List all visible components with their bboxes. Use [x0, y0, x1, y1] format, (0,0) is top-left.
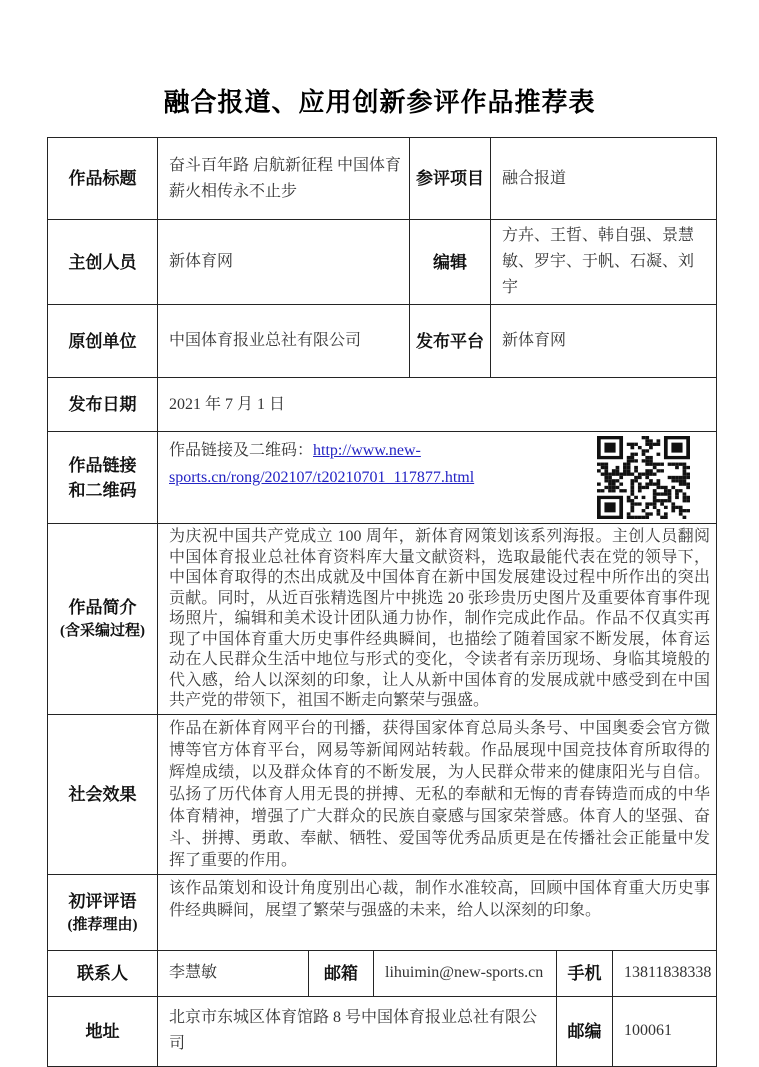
value-postcode: 100061: [613, 996, 717, 1066]
label-mobile: 手机: [557, 950, 613, 996]
page-title: 融合报道、应用创新参评作品推荐表: [163, 87, 596, 117]
label-address: 地址: [48, 996, 158, 1066]
value-email: lihuimin@new-sports.cn: [374, 950, 557, 996]
label-original-unit: 原创单位: [48, 305, 158, 378]
value-link-qr: [158, 432, 717, 524]
value-creators: 新体育网: [158, 220, 410, 305]
table-row: [48, 220, 717, 305]
label-publish-platform: 发布平台: [410, 305, 491, 378]
label-entry-category: 参评项目: [410, 138, 491, 220]
label-work-title: 作品标题: [48, 138, 158, 220]
label-review: [48, 874, 158, 950]
recommendation-form-table: [47, 137, 717, 1067]
table-row: [48, 378, 717, 432]
table-row: [48, 996, 717, 1066]
value-address: 北京市东城区体育馆路 8 号中国体育报业总社有限公司: [158, 996, 557, 1066]
label-review-sub: (推荐理由): [67, 916, 138, 933]
table-row: [48, 874, 717, 950]
value-entry-category: 融合报道: [491, 138, 717, 220]
label-contact: 联系人: [48, 950, 158, 996]
label-publish-date: 发布日期: [48, 378, 158, 432]
label-editors: 编辑: [410, 220, 491, 305]
link-text-block: [169, 435, 594, 491]
table-row: [48, 950, 717, 996]
label-summary-main: 作品简介: [68, 598, 137, 618]
link-prefix: 作品链接及二维码：: [169, 442, 314, 459]
value-original-unit: 中国体育报业总社有限公司: [158, 305, 410, 378]
table-row: [48, 714, 717, 874]
label-summary: [48, 524, 158, 715]
value-work-title: 奋斗百年路 启航新征程 中国体育薪火相传永不止步: [158, 138, 410, 220]
value-editors: 方卉、王晢、韩自强、景慧敏、罗宇、于帆、石凝、刘宇: [491, 220, 717, 305]
label-postcode: 邮编: [557, 996, 613, 1066]
label-summary-sub: (含采编过程): [60, 623, 145, 640]
table-row: [48, 524, 717, 715]
value-publish-date: 2021 年 7 月 1 日: [158, 378, 717, 432]
value-publish-platform: 新体育网: [491, 305, 717, 378]
label-link-line1: 作品链接: [68, 455, 137, 475]
label-link-line2: 和二维码: [68, 480, 137, 500]
label-email: 邮箱: [309, 950, 374, 996]
value-mobile: 13811838338: [613, 950, 717, 996]
value-contact: 李慧敏: [158, 950, 309, 996]
value-social-effect: 作品在新体育网平台的刊播，获得国家体育总局头条号、中国奥委会官方微博等官方体育平台，网易等新闻网站转载。作品展现中国竞技体育所取得的辉煌成绩，以及群众体育的不断发展，为人民群众带来的健康阳光与自信。弘扬了历代体育人用无畏的拼搏、无私的奉献和无悔的青春铸造而成的中华体育精神，增强了广大群众的民族自豪感与国家荣誉感。体育人的坚强、奋斗、拼搏、勇敢、奉献、牺牲、爱国等优秀品质更是在传播社会正能量中发挥了重要的作用。: [158, 714, 717, 874]
label-social-effect: 社会效果: [48, 714, 158, 874]
value-summary: 为庆祝中国共产党成立 100 周年，新体育网策划该系列海报。主创人员翻阅中国体育报业总社体育资料库大量文献资料，选取最能代表在党的领导下，中国体育取得的杰出成就及中国体育在新中国发展建设过程中所作出的突出贡献。同时，从近百张精选图片中挑选 20 张珍贵历史图片及重要体育事件现场照片，编辑和美术设计团队通力协作，制作完成此作品。作品不仅真实再现了中国体育重大历史事件经典瞬间，也描绘了随着国家不断发展，体育运动在人民群众生活中地位与形式的变化，令读者有亲历现场、身临其境般的代入感，给人以深刻的印象，让人从新中国体育的发展成就中感受到在中国共产党的带领下，祖国不断走向繁荣与强盛。: [158, 524, 717, 715]
table-row: [48, 305, 717, 378]
label-creators: 主创人员: [48, 220, 158, 305]
table-row: [48, 432, 717, 524]
label-review-main: 初评评语: [68, 891, 137, 911]
qr-code-icon: [597, 436, 690, 519]
table-row: [48, 138, 717, 220]
work-url-link[interactable]: http://www.new-sports.cn/rong/202107/t20210701_117877.html: [169, 442, 475, 486]
label-link-qr: [48, 432, 158, 524]
value-review: 该作品策划和设计角度别出心裁，制作水准较高，回顾中国体育重大历史事件经典瞬间，展望了繁荣与强盛的未来，给人以深刻的印象。: [158, 874, 717, 950]
